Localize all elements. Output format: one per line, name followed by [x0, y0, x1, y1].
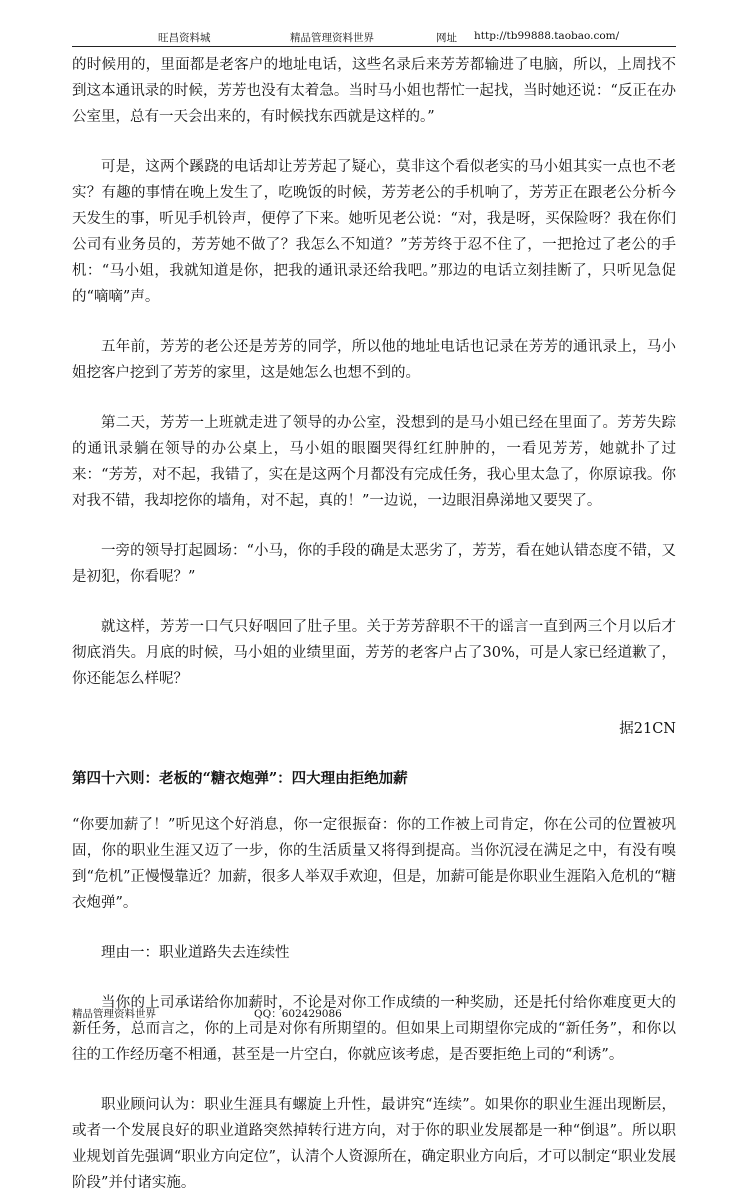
document-body: [72, 52, 676, 1196]
paragraph: 就这样，芳芳一口气只好咽回了肚子里。关于芳芳辞职不干的谣言一直到两三个月以后才彻底消失。月底的时候，马小姐的业绩里面，芳芳的老客户占了30%，可是人家已经道歉了，你还能怎么样呢？: [72, 619, 676, 687]
footer-site-name: 精品管理资料世界: [72, 1008, 156, 1020]
section-title: 第四十六则：老板的“糖衣炮弹”：四大理由拒绝加薪: [72, 770, 408, 787]
header-title: 精品管理资料世界: [290, 32, 374, 44]
paragraph: “你要加薪了！”听见这个好消息，你一定很振奋：你的工作被上司肯定，你在公司的位置被巩固，你的职业生涯又迈了一步，你的生活质量又将得到提高。当你沉浸在满足之中，有没有嗅到“危机”正慢慢靠近？加薪，很多人举双手欢迎，但是，加薪可能是你职业生涯陷入危机的“糖衣炮弹”。: [72, 817, 676, 911]
header-site-name: 旺昌资料城: [158, 32, 211, 44]
paragraph: 五年前，芳芳的老公还是芳芳的同学，所以他的地址电话也记录在芳芳的通讯录上，马小姐挖客户挖到了芳芳的家里，这是她怎么也想不到的。: [72, 339, 676, 381]
paragraph: 第二天，芳芳一上班就走进了领导的办公室，没想到的是马小姐已经在里面了。芳芳失踪的通讯录躺在领导的办公桌上，马小姐的眼圈哭得红红肿肿的，一看见芳芳，她就扑了过来：“芳芳，对不起，我错了，实在是这两个月都没有完成任务，我心里太急了，你原谅我。你对我不错，我却挖你的墙角，对不起，真的！”一边说，一边眼泪鼻涕地又要哭了。: [72, 415, 676, 509]
source-note: 据21CN: [619, 721, 676, 737]
paragraph: 职业顾问认为：职业生涯具有螺旋上升性，最讲究“连续”。如果你的职业生涯出现断层，或者一个发展良好的职业道路突然掉转行进方向，对于你的职业发展都是一种“倒退”。所以职业规划首先强调“职业方向定位”，认清个人资源所在，确定职业方向后，才可以制定“职业发展阶段”并付诸实施。: [72, 1097, 676, 1191]
header-url-label: 网址: [436, 32, 457, 44]
paragraph: 当你的上司承诺给你加薪时，不论是对你工作成绩的一种奖励，还是托付给你难度更大的新任务，总而言之，你的上司是对你有所期望的。但如果上司期望你完成的“新任务”，和你以往的工作经历毫不相通，甚至是一片空白，你就应该考虑，是否要拒绝上司的“利诱”。: [72, 995, 676, 1063]
subheading: 理由一：职业道路失去连续性: [101, 945, 290, 961]
paragraph: 的时候用的，里面都是老客户的地址电话，这些名录后来芳芳都输进了电脑，所以，上周找不到这本通讯录的时候，芳芳也没有太着急。当时马小姐也帮忙一起找，当时她还说：“反正在办公室里，总有一天会出来的，有时候找东西就是这样的。”: [72, 57, 676, 125]
header-url: http://tb99888.taobao.com/: [474, 30, 620, 42]
paragraph: 可是，这两个蹊跷的电话却让芳芳起了疑心，莫非这个看似老实的马小姐其实一点也不老实？有趣的事情在晚上发生了，吃晚饭的时候，芳芳老公的手机响了，芳芳正在跟老公分析今天发生的事，听见手机铃声，便停了下来。她听见老公说：“对，我是呀，买保险呀？我在你们公司有业务员的，芳芳她不做了？我怎么不知道？”芳芳终于忍不住了，一把抢过了老公的手机：“马小姐，我就知道是你，把我的通讯录还给我吧。”那边的电话立刻挂断了，只听见急促的“嘀嘀”声。: [72, 159, 676, 305]
paragraph: 一旁的领导打起圆场：“小马，你的手段的确是太恶劣了，芳芳，看在她认错态度不错，又是初犯，你看呢？”: [72, 543, 676, 585]
footer-qq: QQ：602429086: [254, 1008, 342, 1020]
page-header: [72, 26, 676, 47]
